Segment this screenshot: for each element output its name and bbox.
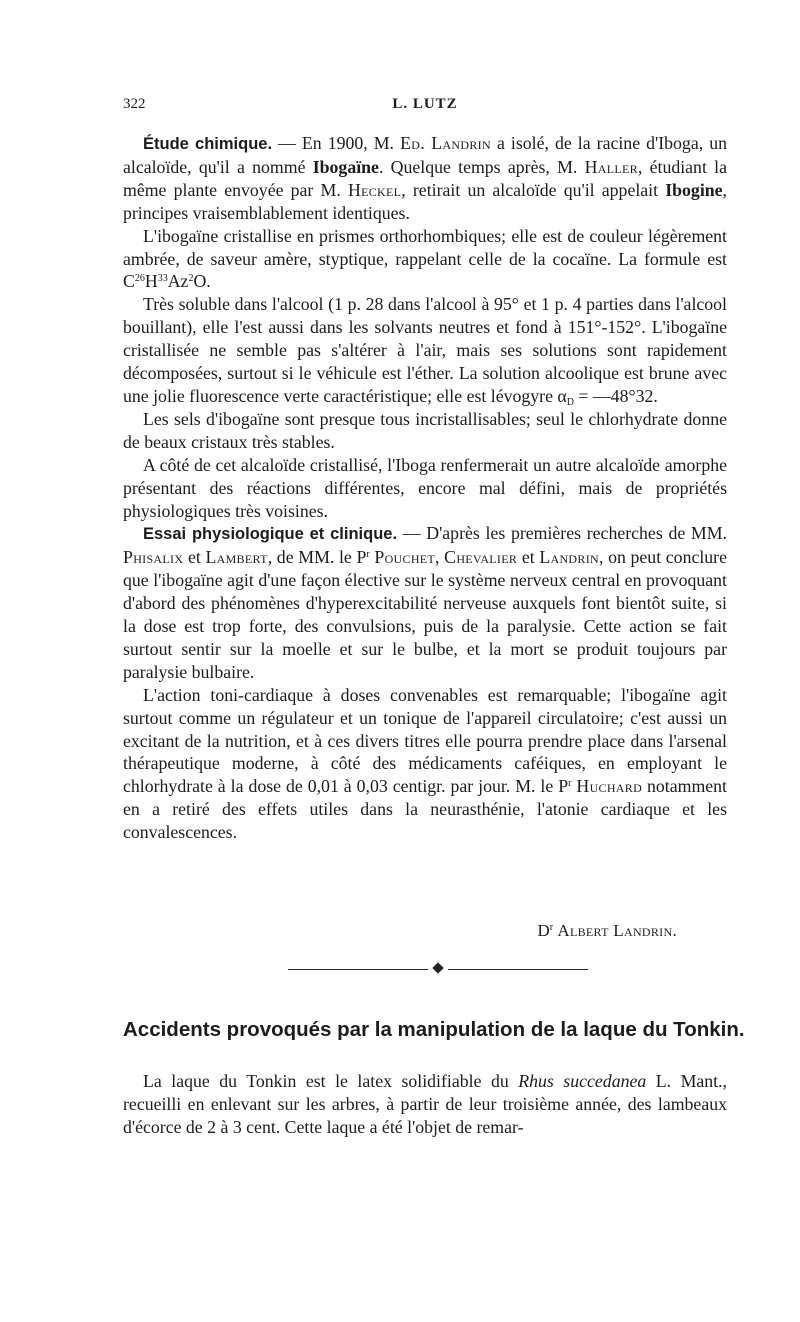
paragraph-laque-du-tonkin: La laque du Tonkin est le latex solidifiable du Rhus succedanea L. Mant., recueilli en enlevant sur les arbres, à partir de leur troisième année, des lambeaux d'écorce de 2 à 3 cent. Cette laque a été l'objet de remar- xyxy=(123,1071,727,1137)
section-divider-ornament xyxy=(288,961,588,981)
author-name: Huchard xyxy=(576,776,643,797)
author-signature: $D^r$ Albert Landrin. xyxy=(537,921,677,940)
chemical-term: Ibogine xyxy=(665,179,723,200)
paragraph-alcaloide-amorphe: A côté de cet alcaloïde cristallisé, l'Iboga renfermerait un autre alcaloïde amorphe présentant des réactions différentes, encore mal défini, mais de propriétés physiologiques très voisines. xyxy=(123,454,727,521)
paragraph-essai-physiologique: Essai physiologique et clinique. — D'après les premières recherches de MM. Phisalix et Lambert, de MM. le $P^r$ Pouchet, Chevalier et Landrin, on peut conclure que l'ibogaïne agit d'une façon élective sur le système nerveux central en provoquant d'abord des phénomènes d'hyperexcitabilité nerveuse auxquels font bientôt suite, si la dose est trop forte, des convulsions, puis de la paralysie. Cette action se fait surtout sentir sur la moelle et sur le bulbe, et la mort se produit toujours par paralysie bulbaire. xyxy=(123,523,728,682)
author-name: Lambert xyxy=(205,547,268,568)
species-name: Rhus succedanea xyxy=(518,1071,647,1091)
paragraph-solubility: Très soluble dans l'alcool (1 p. 28 dans l'alcool à 95° et 1 p. 4 parties dans l'alcool bouillant), elle l'est aussi dans les solvants neutres et fond à 151°-152°. L'ibogaïne cristallisée ne semble pas s'altérer à l'air, mais ses solutions sont rapidement décomposées, surtout si le véhicule est l'éther. La solution alcoolique est brune avec une jolie fluorescence verte caractéristique; elle est lévogyre $\alpha_D$ = —48°32. xyxy=(123,294,727,408)
running-title: L. LUTZ xyxy=(392,96,458,112)
signature-name: Albert Landrin. xyxy=(557,921,677,940)
section-heading-essai-physiologique: Essai physiologique et clinique. xyxy=(143,525,398,544)
article-body xyxy=(123,1070,727,1139)
paragraph-action-toni-cardiaque: L'action toni-cardiaque à doses convenables est remarquable; l'ibogaïne agit surtout comme un régulateur et un tonique de l'appareil circulatoire; c'est aussi un excitant de la nutrition, et à ces divers titres elle pourra prendre place dans l'arsenal thérapeutique moderne, à côté des médicaments caféiques, en employant le chlorhydrate à la dose de 0,01 à 0,03 centigr. par jour. M. le $P^r$ Huchard notamment en a retiré des effets utiles dans la neurasthénie, l'atonie cardiaque et les convalescences. xyxy=(123,684,727,843)
paragraph-etude-chimique: Étude chimique. — En 1900, M. Ed. Landrin a isolé, de la racine d'Iboga, un alcaloïde, qu'il a nommé Ibogaïne. Quelque temps après, M. Haller, étudiant la même plante envoyée par M. Heckel, retirait un alcaloïde qu'il appelait Ibogine, principes vraisemblablement identiques. xyxy=(123,133,727,223)
divider-line-right xyxy=(448,969,588,970)
author-name: Haller xyxy=(584,156,638,177)
paragraph-crystallisation: L'ibogaïne cristallise en prismes orthorhombiques; elle est de couleur légèrement ambrée, de saveur amère, styptique, rappelant celle de la cocaïne. La formule est $C^{26}H^{33}Az^2O$. xyxy=(123,225,727,292)
main-text-column xyxy=(123,132,727,844)
author-name: Phisalix xyxy=(123,547,184,568)
article-title: Accidents provoqués par la manipulation de la laque du Tonkin. xyxy=(123,1018,745,1041)
author-name: Chevalier xyxy=(444,547,518,568)
paragraph-sels: Les sels d'ibogaïne sont presque tous incristallisables; seul le chlorhydrate donne de beaux cristaux très stables. xyxy=(123,408,727,452)
author-name: Heckel xyxy=(347,179,402,200)
author-name: Landrin xyxy=(539,547,599,568)
diamond-ornament-icon xyxy=(432,962,443,973)
section-heading-etude-chimique: Étude chimique. xyxy=(143,135,273,153)
running-head xyxy=(123,96,727,118)
chemical-term: Ibogaïne xyxy=(312,156,379,177)
author-name: Pouchet xyxy=(374,547,436,568)
page-number: 322 xyxy=(123,96,146,112)
divider-line-left xyxy=(288,969,428,970)
author-name: Ed. Landrin xyxy=(400,133,491,153)
